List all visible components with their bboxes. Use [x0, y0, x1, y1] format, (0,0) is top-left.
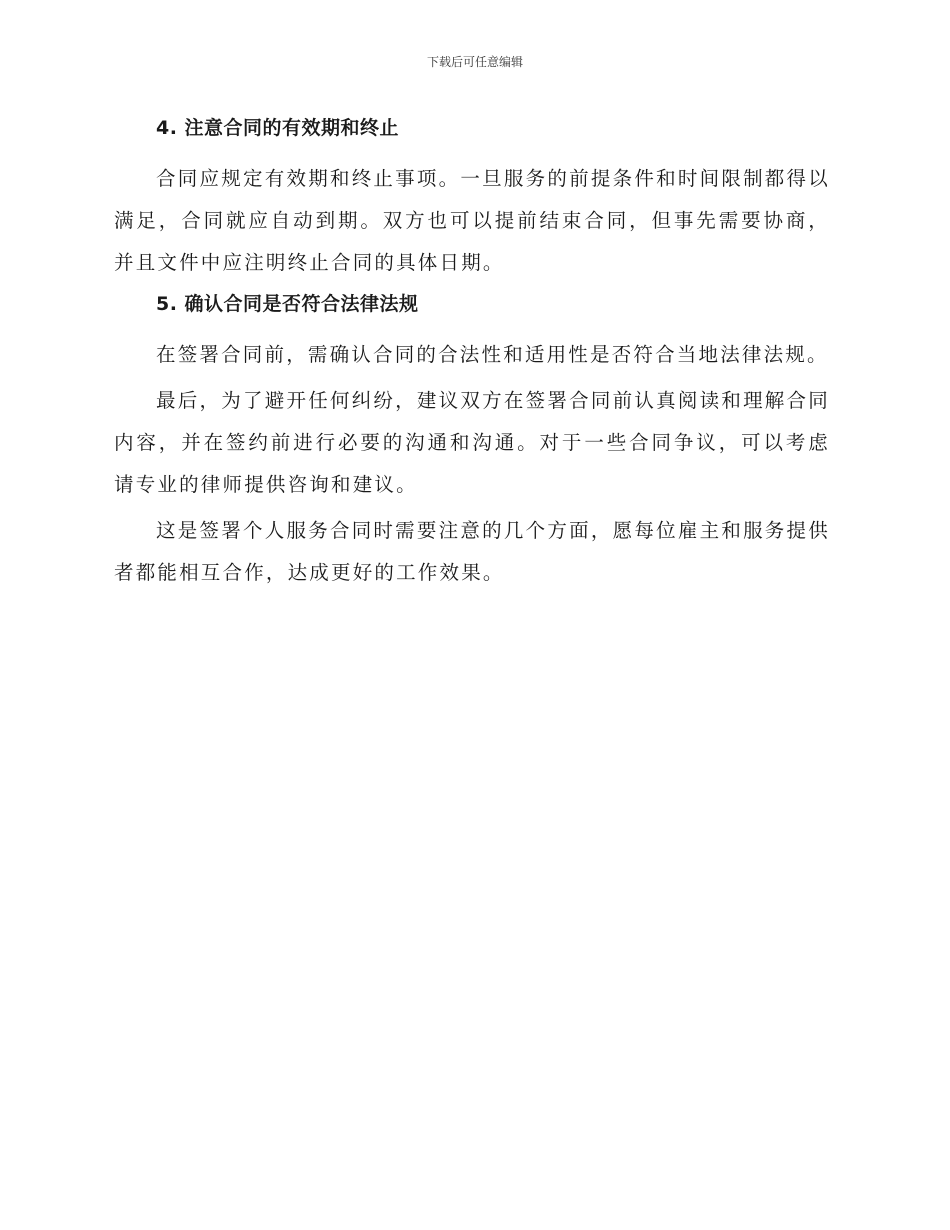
section-heading-4: 4. 注意合同的有效期和终止: [156, 117, 400, 139]
paragraph: 合同应规定有效期和终止事项。一旦服务的前提条件和时间限制都得以满足，合同就应自动到期。双方也可以提前结束合同，但事先需要协商，并且文件中应注明终止合同的具体日期。: [114, 167, 830, 274]
document-body: [114, 112, 830, 598]
paragraph: 最后，为了避开任何纠纷，建议双方在签署合同前认真阅读和理解合同内容，并在签约前进行必要的沟通和沟通。对于一些合同争议，可以考虑请专业的律师提供咨询和建议。: [114, 389, 830, 496]
section-heading-5: 5. 确认合同是否符合法律法规: [156, 293, 419, 315]
paragraph: 这是签署个人服务合同时需要注意的几个方面，愿每位雇主和服务提供者都能相互合作，达成更好的工作效果。: [114, 519, 830, 584]
page-header: 下载后可任意编辑: [426, 55, 523, 69]
paragraph: 在签署合同前，需确认合同的合法性和适用性是否符合当地法律法规。: [156, 343, 829, 366]
